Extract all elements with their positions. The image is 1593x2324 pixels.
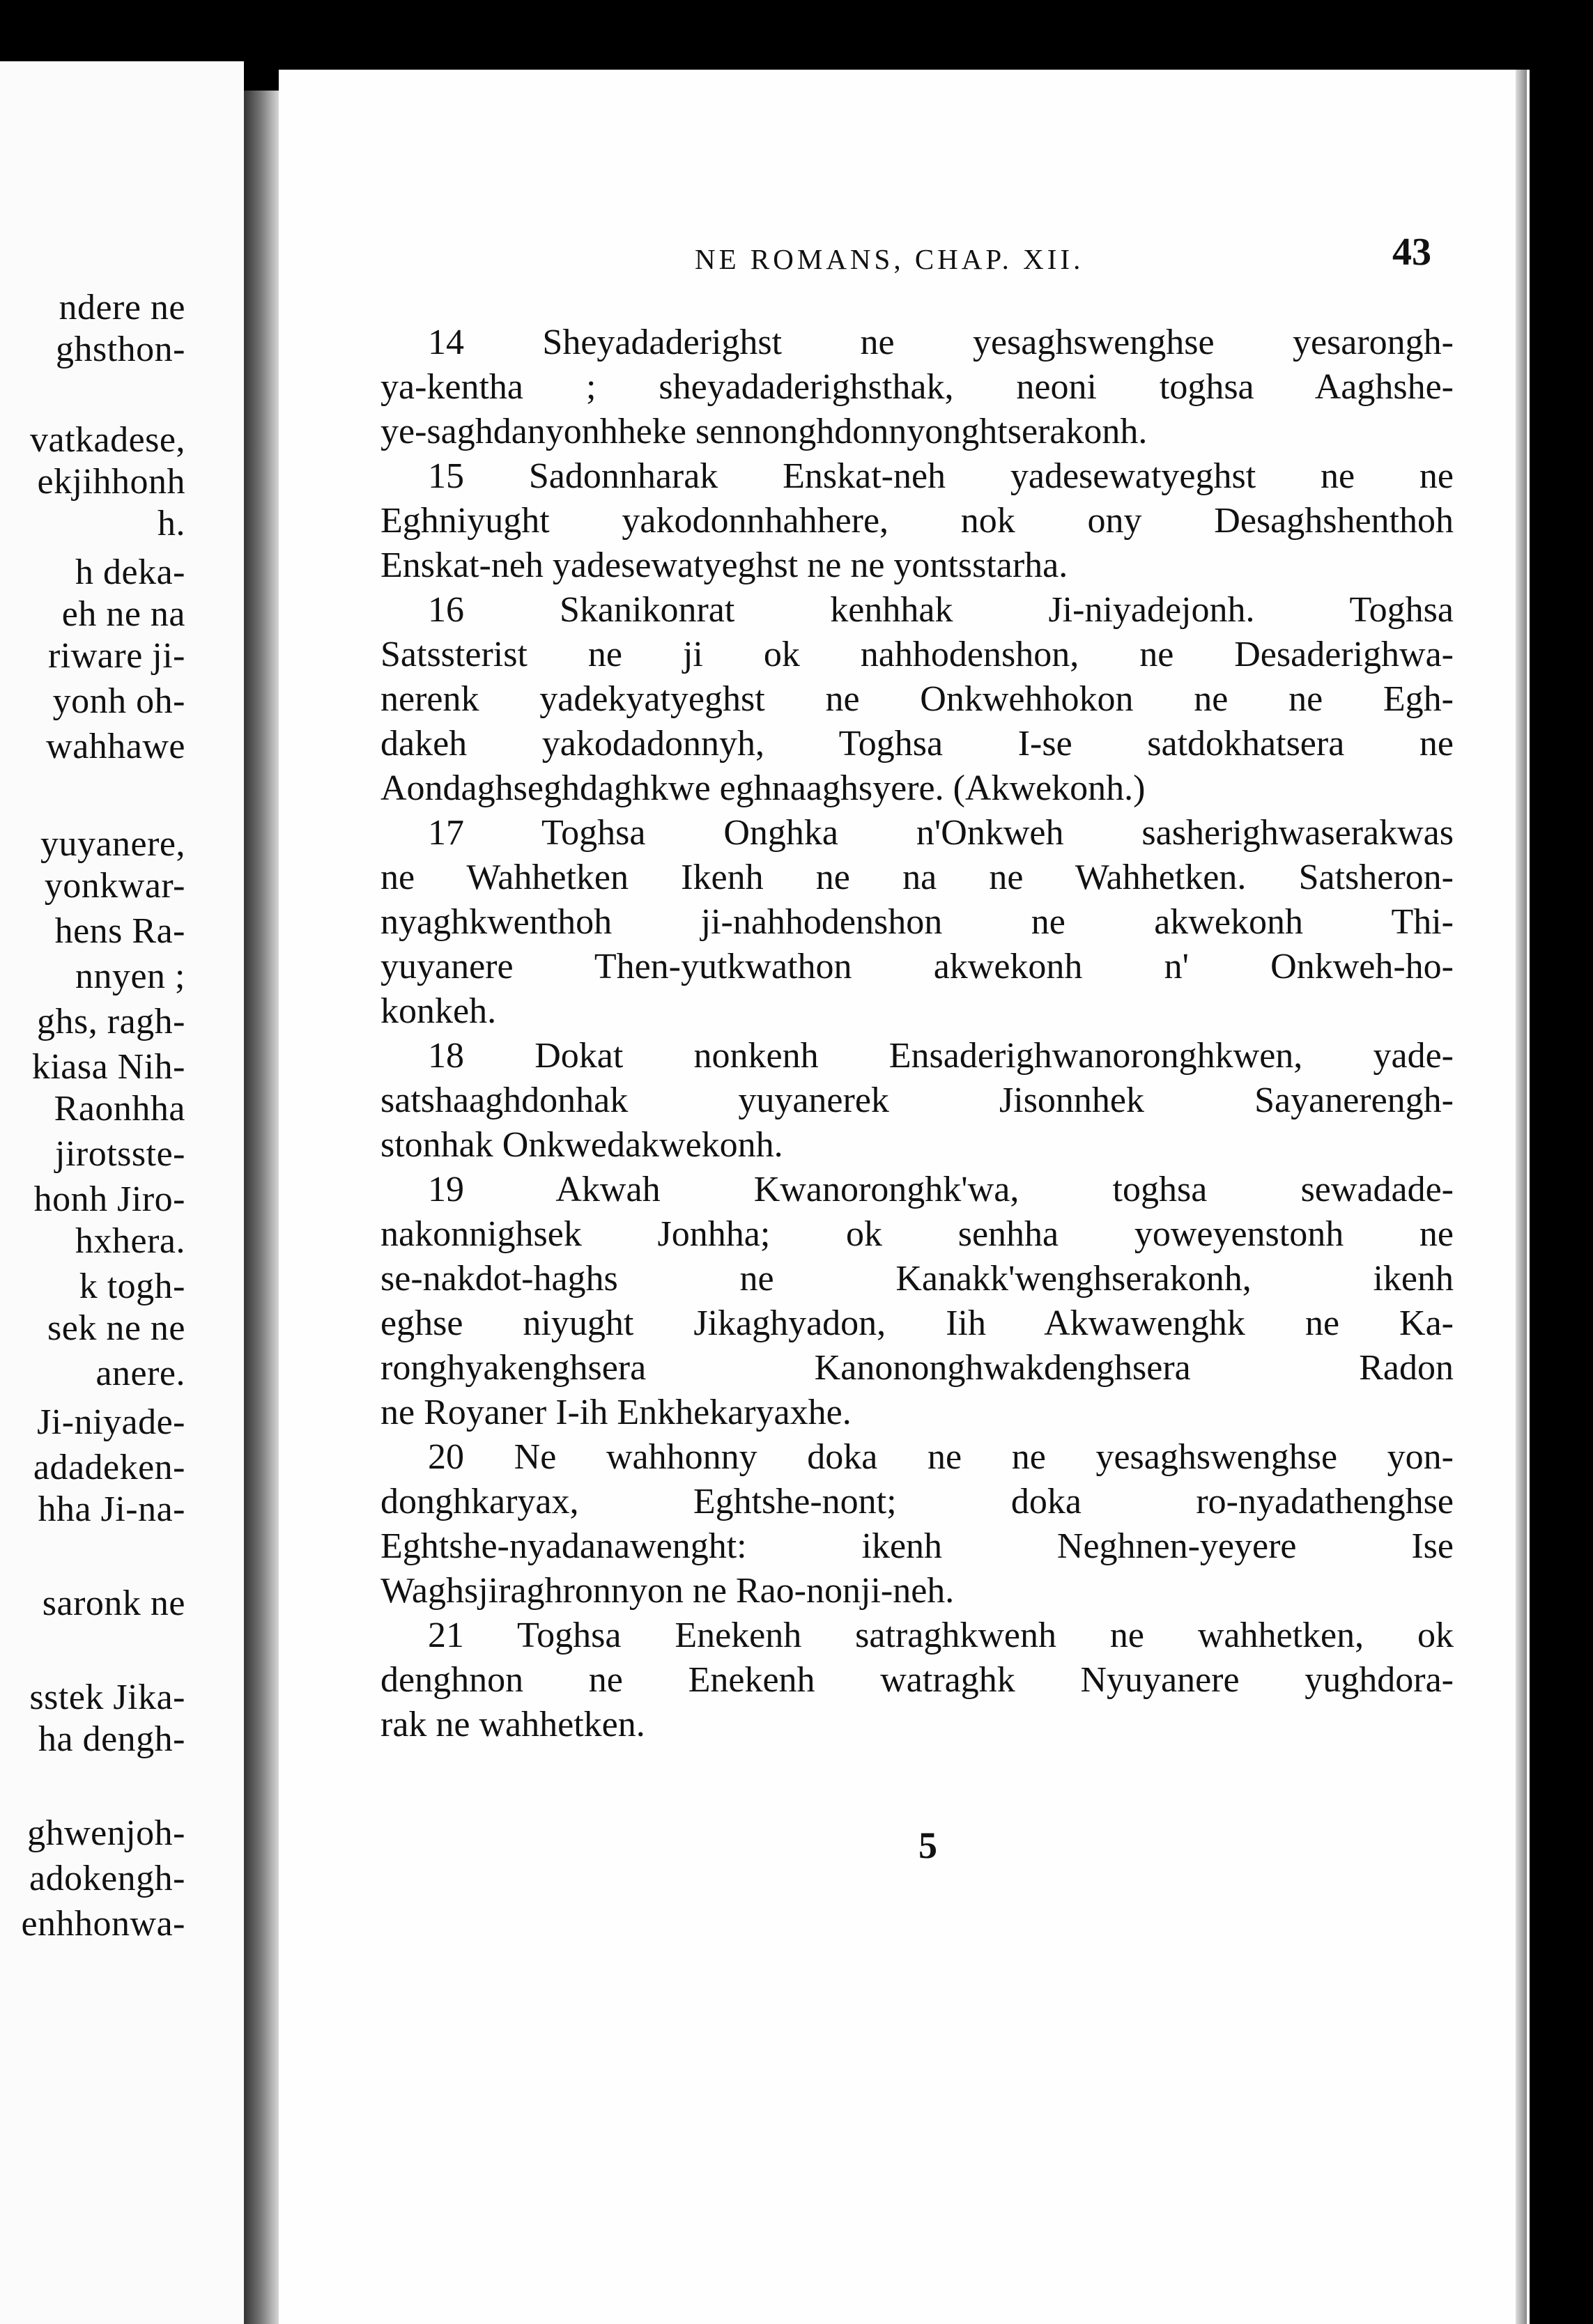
left-page-line: vatkadese, — [29, 420, 185, 460]
left-page-line: k togh- — [79, 1266, 185, 1306]
left-page-line: eh ne na — [61, 594, 185, 634]
left-page-line: Raonhha — [54, 1089, 185, 1129]
verse-line: Waghsjiraghronnyon ne Rao-nonji-neh. — [380, 1571, 955, 1611]
left-page-line: yonh oh- — [52, 681, 185, 721]
left-page-line: wahhawe — [46, 727, 185, 766]
verse-line: ne Royaner I-ih Enkhekaryaxhe. — [380, 1393, 852, 1432]
verse-line: Eghtshe-nyadanawenght: ikenh Neghnen-yeyere Ise — [380, 1526, 1454, 1566]
verse-first-line: 14 Sheyadaderighst ne yesaghswenghse yesarongh- — [428, 323, 1454, 362]
verse-first-line: 16 Skanikonrat kenhhak Ji-niyadejonh. Toghsa — [428, 590, 1454, 630]
left-page-line: anere. — [95, 1354, 185, 1393]
left-page-line: yuyanere, — [40, 824, 185, 864]
running-head: NE ROMANS, CHAP. XII. — [695, 243, 1084, 275]
left-page — [0, 61, 244, 2324]
left-page-line: kiasa Nih- — [31, 1047, 185, 1087]
verse-line: stonhak Onkwedakwekonh. — [380, 1125, 783, 1165]
verse-first-line: 20 Ne wahhonny doka ne ne yesaghswenghse yon- — [428, 1437, 1454, 1477]
verse-line: nerenk yadekyatyeghst ne Onkwehhokon ne ne Egh- — [380, 679, 1454, 719]
verse-first-line: 21 Toghsa Enekenh satraghkwenh ne wahhetken, ok — [428, 1616, 1454, 1655]
left-page-line: honh Jiro- — [33, 1179, 185, 1219]
left-page-line: hens Ra- — [54, 911, 185, 951]
verse-line: Eghniyught yakodonnhahhere, nok ony Desaghshenthoh — [380, 501, 1454, 541]
verse-line: ya-kentha ; sheyadaderighsthak, neoni toghsa Aaghshe- — [380, 367, 1454, 407]
left-page-line: adokengh- — [29, 1859, 185, 1898]
left-page-line: jirotsste- — [55, 1134, 185, 1174]
verse-line: yuyanere Then-yutkwathon akwekonh n' Onkweh-ho- — [380, 947, 1454, 986]
left-page-line: sek ne ne — [47, 1308, 185, 1348]
verse-line: ne Wahhetken Ikenh ne na ne Wahhetken. Satsheron- — [380, 858, 1454, 897]
verse-line: denghnon ne Enekenh watraghk Nyuyanere yughdora- — [380, 1660, 1454, 1700]
left-page-line: saronk ne — [42, 1583, 185, 1623]
verse-first-line: 17 Toghsa Onghka n'Onkweh sasherighwaserakwas — [428, 813, 1454, 853]
verse-line: ronghyakenghsera Kanononghwakdenghsera Radon — [380, 1348, 1454, 1388]
page-edge — [1516, 70, 1527, 2324]
verse-line: satshaaghdonhak yuyanerek Jisonnhek Sayanerengh- — [380, 1080, 1454, 1120]
verse-line: Aondaghseghdaghkwe eghnaaghsyere. (Akwekonh.) — [380, 768, 1146, 808]
verse-line: rak ne wahhetken. — [380, 1705, 645, 1744]
left-page-line: ekjihhonh — [37, 462, 185, 502]
left-page-line: ha dengh- — [38, 1719, 185, 1759]
verse-line: se-nakdot-haghs ne Kanakk'wenghserakonh, ikenh — [380, 1259, 1454, 1299]
verse-line: ye-saghdanyonhheke sennonghdonnyonghtserakonh. — [380, 412, 1148, 451]
verse-line: dakeh yakodadonnyh, Toghsa I-se satdokhatsera ne — [380, 724, 1454, 764]
verse-first-line: 18 Dokat nonkenh Ensaderighwanoronghkwen, yade- — [428, 1036, 1454, 1076]
left-page-line: riware ji- — [47, 636, 185, 676]
left-page-line: h deka- — [75, 552, 185, 592]
left-page-line: nnyen ; — [75, 956, 185, 996]
verse-line: Satssterist ne ji ok nahhodenshon, ne Desaderighwa- — [380, 635, 1454, 674]
verse-line: nakonnighsek Jonhha; ok senhha yoweyenstonh ne — [380, 1214, 1454, 1254]
signature-mark: 5 — [918, 1825, 937, 1866]
left-page-line: sstek Jika- — [29, 1678, 185, 1717]
verse-line: eghse niyught Jikaghyadon, Iih Akwawenghk ne Ka- — [380, 1303, 1454, 1343]
left-page-line: yonkwar- — [44, 866, 185, 906]
left-page-line: Ji-niyade- — [37, 1402, 185, 1442]
verse-line: donghkaryax, Eghtshe-nont; doka ro-nyadathenghse — [380, 1482, 1454, 1521]
page-number: 43 — [1392, 231, 1431, 274]
left-page-line: ghsthon- — [56, 330, 185, 369]
verse-line: nyaghkwenthoh ji-nahhodenshon ne akwekonh Thi- — [380, 902, 1454, 942]
left-page-line: ndere ne — [59, 288, 185, 327]
left-page-line: ghs, ragh- — [37, 1002, 185, 1041]
left-page-line: ghwenjoh- — [27, 1813, 185, 1853]
left-page-line: hha Ji-na- — [38, 1489, 185, 1529]
left-page-line: h. — [157, 504, 185, 543]
verse-first-line: 15 Sadonnharak Enskat-neh yadesewatyeghst ne ne — [428, 456, 1454, 496]
left-page-line: enhhonwa- — [21, 1904, 185, 1944]
verse-first-line: 19 Akwah Kwanoronghk'wa, toghsa sewadade- — [428, 1170, 1454, 1209]
verse-line: konkeh. — [380, 991, 497, 1031]
left-page-line: hxhera. — [75, 1221, 185, 1261]
left-page-line: adadeken- — [33, 1448, 185, 1487]
verse-line: Enskat-neh yadesewatyeghst ne ne yontsstarha. — [380, 545, 1068, 585]
